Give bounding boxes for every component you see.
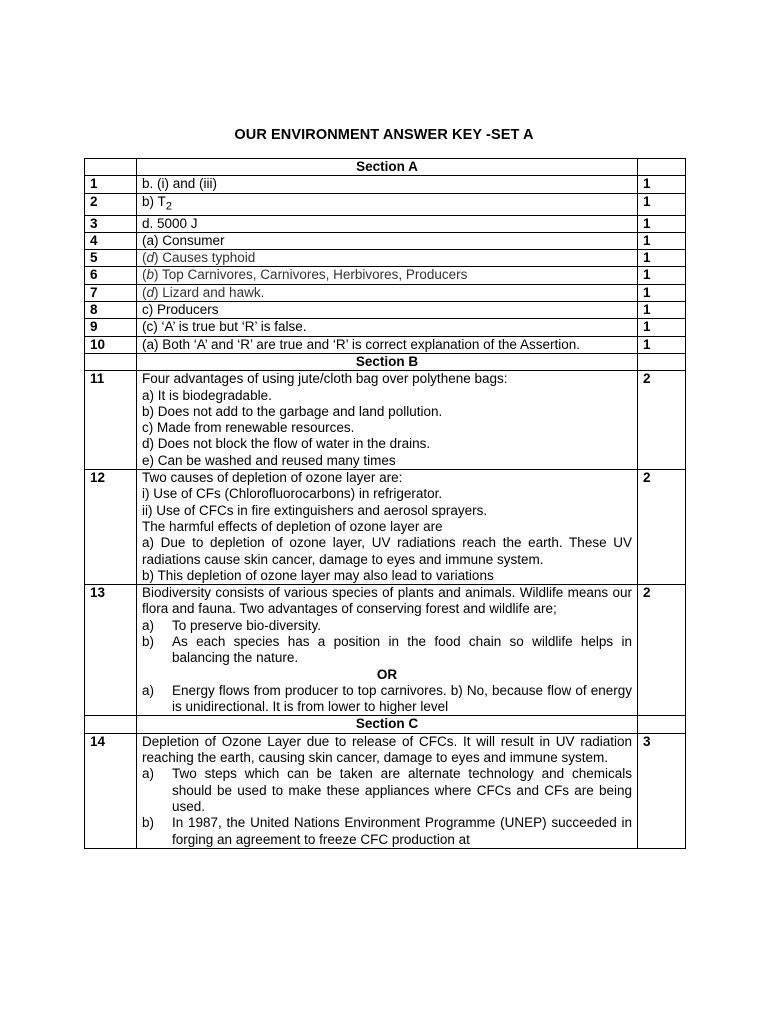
document-title: OUR ENVIRONMENT ANSWER KEY -SET A [234,127,534,143]
marks-cell: 1 [638,215,686,232]
question-number: 4 [85,232,137,249]
table-row [85,232,686,249]
marks-cell: 1 [638,193,686,215]
question-number: 5 [85,250,137,267]
answer-cell: b. (i) and (iii) [137,176,638,193]
section-c-heading-row [85,716,686,733]
point-label: a) [142,766,155,782]
marks-cell: 1 [638,336,686,353]
marks-cell: 1 [638,302,686,319]
answer-line: i) Use of CFs (Chlorofluorocarbons) in refrigerator. [142,486,443,502]
table-row [85,193,686,215]
marks-cell: 2 [638,585,686,716]
section-b-heading-row [85,353,686,370]
section-a-heading: Section A [137,159,638,176]
marks-cell: 1 [638,232,686,249]
question-number: 2 [85,193,137,215]
question-number: 7 [85,284,137,301]
answer-line: Two causes of depletion of ozone layer are: [142,470,403,486]
answer-point: b) In 1987, the United Nations Environment Programme (UNEP) succeeded in forging an agreement to freeze CFC production at [142,815,632,847]
answer-point: b) As each species has a position in the food chain so wildlife helps in balancing the nature. [142,634,632,666]
marks-cell: 3 [638,733,686,848]
or-label: OR [376,666,398,682]
question-12-row [85,470,686,585]
question-number: 12 [85,470,137,585]
marks-cell: 2 [638,470,686,585]
answer-cell: (d) Causes typhoid [137,250,638,267]
point-label: b) [142,634,155,649]
marks-cell: 1 [638,319,686,336]
answer-point: a) To preserve bio-diversity. [142,617,322,633]
question-14-row [85,733,686,848]
table-row [85,319,686,336]
question-number: 8 [85,302,137,319]
answer-cell: (d) Lizard and hawk. [137,284,638,301]
answer-cell: d. 5000 J [137,215,638,232]
answer-cell: (a) Both ‘A’ and ‘R’ are true and ‘R’ is correct explanation of the Assertion. [137,336,638,353]
answer-cell [137,585,638,716]
table-row [85,215,686,232]
answer-intro: Biodiversity consists of various species of plants and animals. Wildlife means our flora and fauna. Two advantages of conserving forest and wildlife are; [142,585,632,617]
answer-line: a) Due to depletion of ozone layer, UV radiations reach the earth. These UV radiations cause skin cancer, damage to eyes and immune system. [142,535,632,567]
point-label: a) [142,617,155,633]
marks-cell: 2 [638,371,686,470]
answer-line: a) It is biodegradable. [142,387,272,403]
question-number: 14 [85,733,137,848]
marks-cell: 1 [638,250,686,267]
answer-key-table [84,158,686,849]
answer-line: d) Does not block the flow of water in the drains. [142,436,431,452]
point-label: b) [142,815,155,831]
subscript: 2 [165,200,173,213]
section-b-heading: Section B [137,353,638,370]
option-letter: d [146,250,155,266]
answer-point: a) Two steps which can be taken are alternate technology and chemicals should be used to make these appliances where CFCs and CFs are being used. [142,766,632,814]
section-c-heading: Section C [137,716,638,733]
question-number: 6 [85,267,137,284]
marks-cell: 1 [638,284,686,301]
question-number: 11 [85,371,137,470]
answer-cell [137,733,638,848]
question-number: 13 [85,585,137,716]
option-letter: b [146,267,155,283]
question-13-row [85,585,686,716]
table-row [85,267,686,284]
marks-cell: 1 [638,267,686,284]
answer-cell [137,470,638,585]
table-row [85,250,686,267]
marks-cell: 1 [638,176,686,193]
answer-cell: b) $T_2$ [137,193,638,215]
answer-cell: (b) Top Carnivores, Carnivores, Herbivores, Producers [137,267,638,284]
answer-line: The harmful effects of depletion of ozone layer are [142,518,443,534]
question-11-row [85,371,686,470]
point-label: a) [142,682,155,698]
section-a-header-row [85,159,686,176]
answer-cell [137,371,638,470]
question-number: 3 [85,215,137,232]
answer-line: e) Can be washed and reused many times [142,452,396,468]
question-number: 9 [85,319,137,336]
question-number: 10 [85,336,137,353]
answer-point: a) Energy flows from producer to top carnivores. b) No, because flow of energy is unidirectional. It is from lower to higher level [142,682,632,715]
table-row [85,336,686,353]
table-row [85,176,686,193]
table-row [85,302,686,319]
question-number: 1 [85,176,137,193]
option-letter: d [146,284,155,300]
answer-line: b) This depletion of ozone layer may also lead to variations [142,567,494,583]
answer-line: Four advantages of using jute/cloth bag over polythene bags: [142,371,508,387]
answer-line: c) Made from renewable resources. [142,420,355,436]
answer-intro: Depletion of Ozone Layer due to release of CFCs. It will result in UV radiation reaching the earth, causing skin cancer, damage to eyes and immune system. [142,733,632,766]
answer-cell: (c) ‘A’ is true but ‘R’ is false. [137,319,638,336]
table-row [85,284,686,301]
answer-line: b) Does not add to the garbage and land pollution. [142,403,443,419]
answer-cell: (a) Consumer [137,232,638,249]
answer-line: ii) Use of CFCs in fire extinguishers and aerosol sprayers. [142,502,488,518]
answer-cell: c) Producers [137,302,638,319]
